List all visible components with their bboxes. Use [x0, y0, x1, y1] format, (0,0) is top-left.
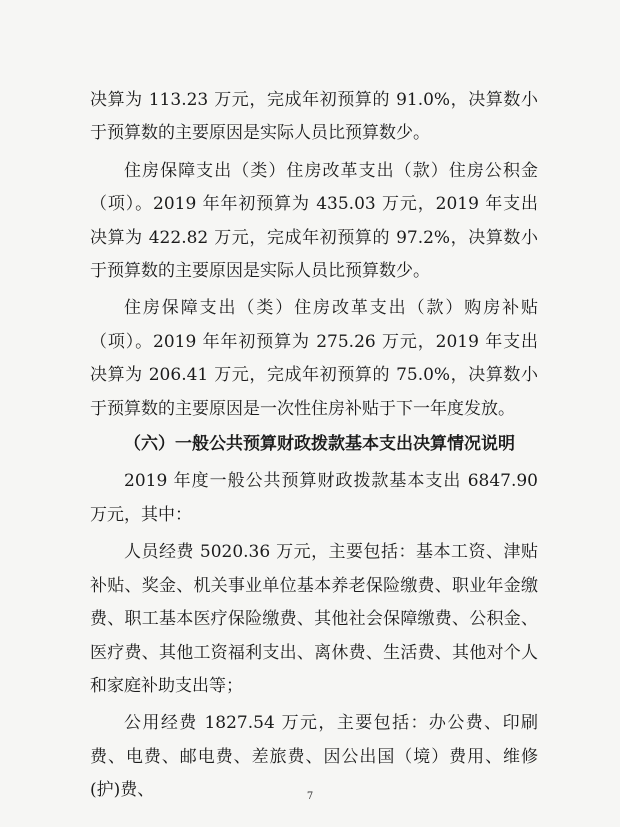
paragraph-basic-expenditure: 2019 年度一般公共预算财政拨款基本支出 6847.90 万元，其中：	[90, 471, 538, 525]
paragraph-housing-subsidy: 住房保障支出（类）住房改革支出（款）购房补贴（项）。2019 年年初预算为 275.26 万元，2019 年支出决算为 206.41 万元，完成年初预算的 75.0%，决算数小于预算数的主要原因是一次性住房补贴于下一年度发放。	[90, 298, 538, 419]
document-body	[90, 84, 538, 808]
paragraph-personnel-expenses: 人员经费 5020.36 万元，主要包括：基本工资、津贴补贴、奖金、机关事业单位基本养老保险缴费、职业年金缴费、职工基本医疗保险缴费、其他社会保障缴费、公积金、医疗费、其他工资福利支出、离休费、生活费、其他对个人和家庭补助支出等；	[90, 542, 538, 696]
paragraph-continuation: 决算为 113.23 万元，完成年初预算的 91.0%，决算数小于预算数的主要原因是实际人员比预算数少。	[90, 90, 538, 144]
section-heading: （六）一般公共预算财政拨款基本支出决算情况说明	[124, 434, 515, 455]
paragraph-housing-fund: 住房保障支出（类）住房改革支出（款）住房公积金（项）。2019 年年初预算为 435.03 万元，2019 年支出决算为 422.82 万元，完成年初预算的 97.2%，决算数小于预算数的主要原因是实际人员比预算数少。	[90, 160, 538, 282]
paragraph-public-expenses: 公用经费 1827.54 万元，主要包括：办公费、印刷费、电费、邮电费、差旅费、因公出国（境）费用、维修(护)费、	[90, 713, 538, 801]
page-number: 7	[306, 791, 314, 802]
